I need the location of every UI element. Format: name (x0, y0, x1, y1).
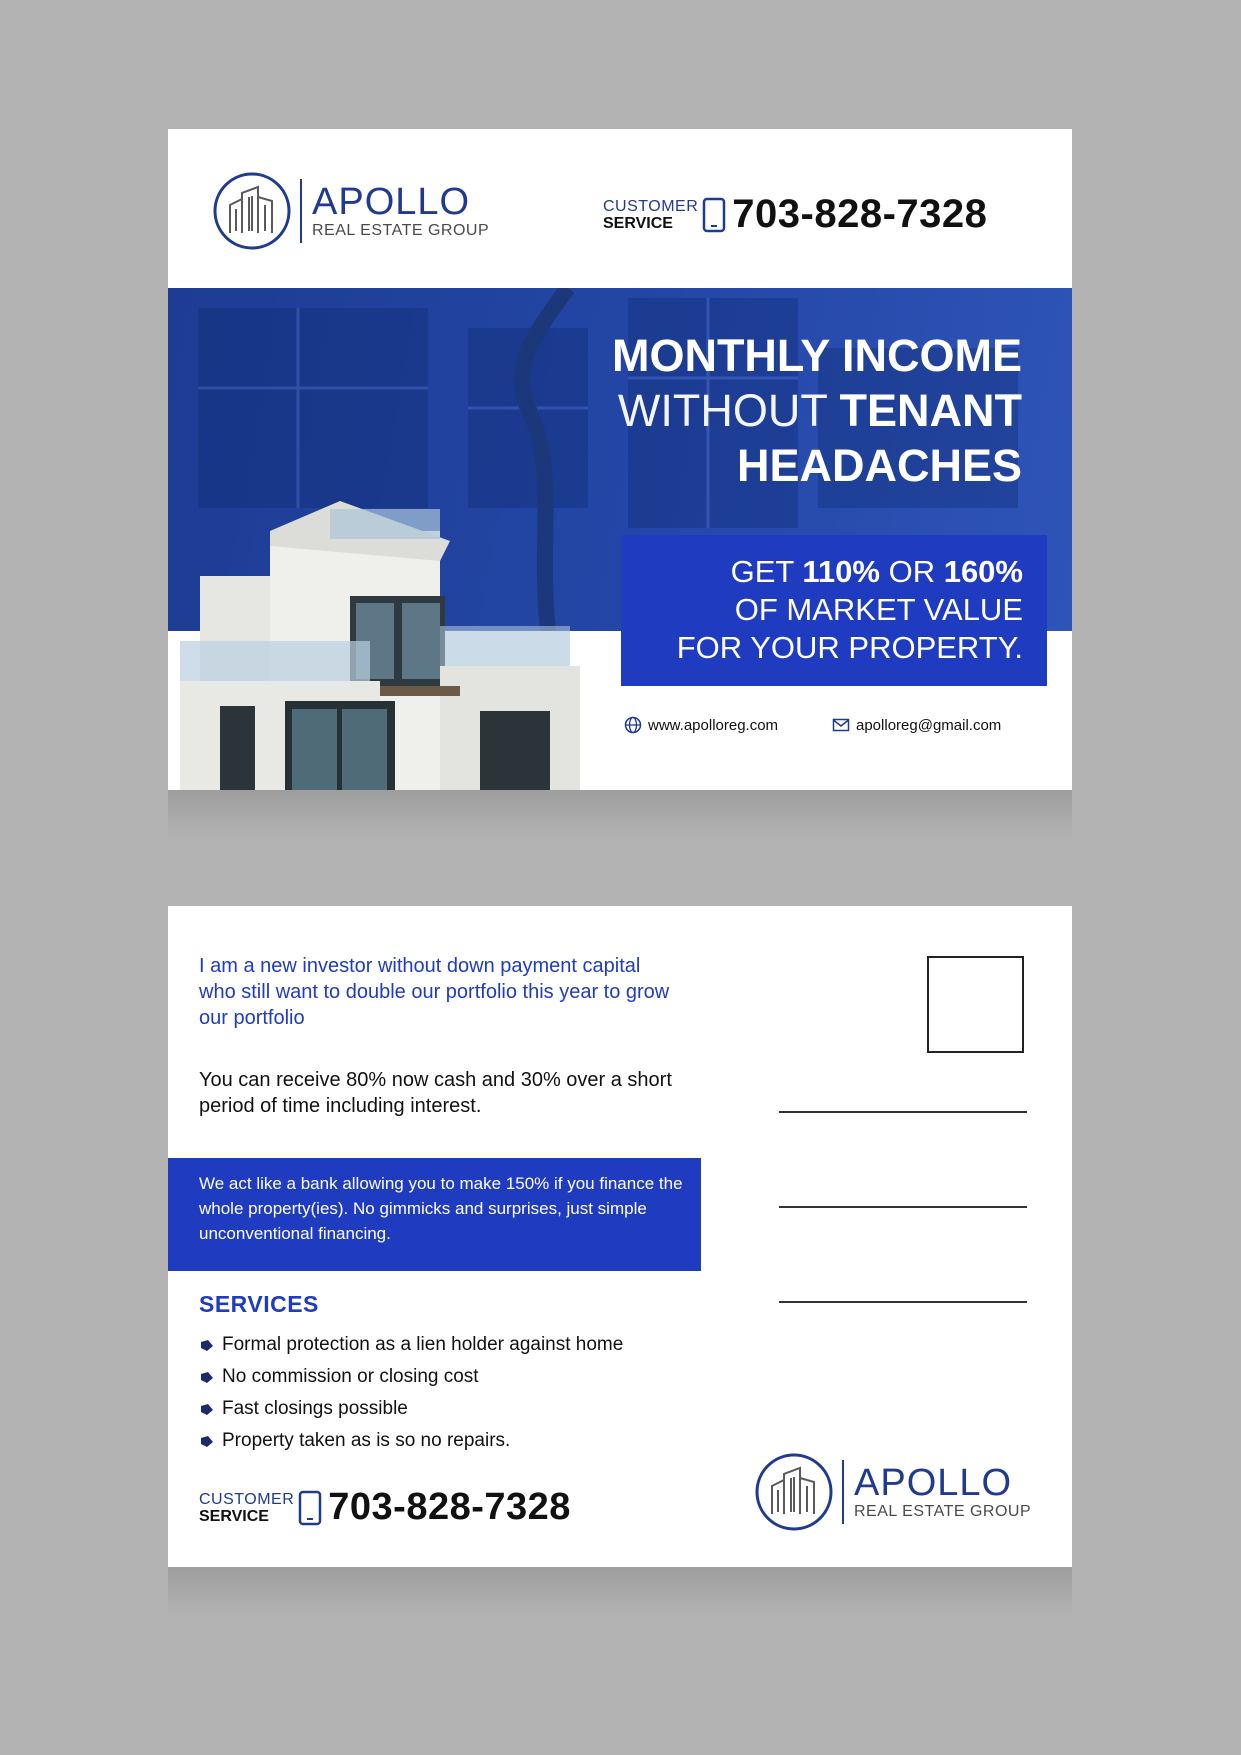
headline-line-3: HEADACHES (736, 440, 1022, 491)
brand-subtitle: REAL ESTATE GROUP (312, 222, 490, 239)
email-contact[interactable] (832, 716, 1001, 734)
body-text: You can receive 80% now cash and 30% over a short period of time including interest. (199, 1069, 672, 1117)
headline-line-2-light: WITHOUT (617, 385, 827, 436)
brand-subtitle: REAL ESTATE GROUP (854, 1503, 1032, 1520)
cs-label-1: CUSTOMER (603, 197, 699, 215)
address-line (779, 1206, 1027, 1208)
customer-service-phone-back (199, 1486, 571, 1529)
offer-box (621, 535, 1047, 686)
brand-logo (212, 171, 489, 251)
phone-number[interactable]: 703-828-7328 (328, 1486, 571, 1528)
headline (612, 328, 1022, 493)
cs-label-2: SERVICE (603, 214, 673, 232)
phone-icon (702, 197, 726, 233)
bullet-icon (199, 1370, 214, 1385)
headline-line-1: MONTHLY INCOME (611, 330, 1022, 381)
bullet-icon (199, 1434, 214, 1449)
service-item (199, 1329, 623, 1361)
building-icon (754, 1452, 834, 1532)
stamp-box (927, 956, 1024, 1053)
back-shadow (168, 1567, 1072, 1617)
website-link[interactable]: www.apolloreg.com (648, 716, 779, 734)
offer-get: GET (730, 554, 794, 589)
brand-name: APOLLO (312, 181, 471, 223)
phone-number[interactable]: 703-828-7328 (732, 192, 988, 236)
services-title: SERVICES (199, 1291, 319, 1317)
service-item (199, 1361, 623, 1393)
bullet-icon (199, 1402, 214, 1417)
house-photo (180, 501, 620, 790)
services-list (199, 1329, 623, 1457)
bullet-icon (199, 1338, 214, 1353)
brand-logo-back (754, 1452, 1031, 1532)
cs-label-2: SERVICE (199, 1507, 269, 1525)
cs-label-1: CUSTOMER (199, 1490, 295, 1508)
offer-or: OR (888, 554, 936, 589)
postcard-front (168, 129, 1072, 790)
highlight-text: We act like a bank allowing you to make 150% if you finance the whole property(ies). No gimmicks and surprises, just simple unconventional financing. (199, 1174, 683, 1243)
offer-pct-1: 110% (802, 554, 880, 589)
service-text: Property taken as is so no repairs. (222, 1430, 511, 1451)
phone-icon (298, 1490, 322, 1526)
intro-text: I am a new investor without down payment capital who still want to double our portfolio this year to grow our portfolio (199, 955, 670, 1029)
service-item (199, 1393, 623, 1425)
mail-icon (832, 716, 850, 734)
offer-pct-2: 160% (943, 554, 1023, 589)
customer-service-phone (603, 192, 987, 237)
service-item (199, 1425, 623, 1457)
service-text: No commission or closing cost (222, 1366, 479, 1387)
globe-icon (624, 716, 642, 734)
address-line (779, 1111, 1027, 1113)
front-shadow (168, 790, 1072, 840)
highlight-box (168, 1158, 701, 1271)
service-text: Formal protection as a lien holder against home (222, 1334, 624, 1355)
website-contact[interactable] (624, 716, 778, 734)
address-line (779, 1301, 1027, 1303)
service-text: Fast closings possible (222, 1398, 408, 1419)
headline-line-2-bold: TENANT (839, 385, 1022, 436)
building-icon (212, 171, 292, 251)
offer-line-3: FOR YOUR PROPERTY. (676, 630, 1023, 665)
offer-line-2: OF MARKET VALUE (734, 592, 1023, 627)
brand-name: APOLLO (854, 1462, 1013, 1504)
postcard-back (168, 906, 1072, 1567)
email-link[interactable]: apolloreg@gmail.com (856, 716, 1002, 734)
